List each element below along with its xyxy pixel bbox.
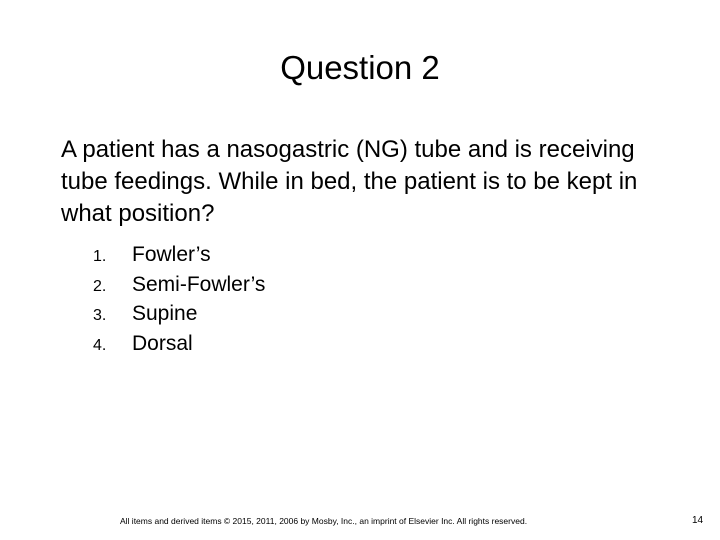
- option-number: 2.: [93, 277, 107, 295]
- option-number: 4.: [93, 336, 107, 354]
- option-text: Dorsal: [132, 331, 193, 355]
- answer-option-4: [60, 332, 265, 362]
- answer-options-list: [60, 243, 265, 361]
- question-text: A patient has a nasogastric (NG) tube and is receiving tube feedings. While in bed, the patient is to be kept in what position?: [61, 136, 638, 227]
- answer-option-2: [60, 273, 265, 303]
- option-text: Supine: [132, 302, 198, 325]
- option-text: Fowler’s: [132, 243, 211, 266]
- answer-option-3: [60, 302, 265, 332]
- copyright-footer: All items and derived items © 2015, 2011, 2006 by Mosby, Inc., an imprint of Elsevier Inc. All rights reserved.: [120, 516, 528, 526]
- option-number: 3.: [93, 307, 107, 324]
- option-text: Semi-Fowler’s: [132, 272, 266, 296]
- page-number: 14: [692, 515, 704, 526]
- option-number: 1.: [93, 248, 107, 265]
- slide-title: Question 2: [280, 49, 440, 86]
- answer-option-1: [60, 243, 265, 273]
